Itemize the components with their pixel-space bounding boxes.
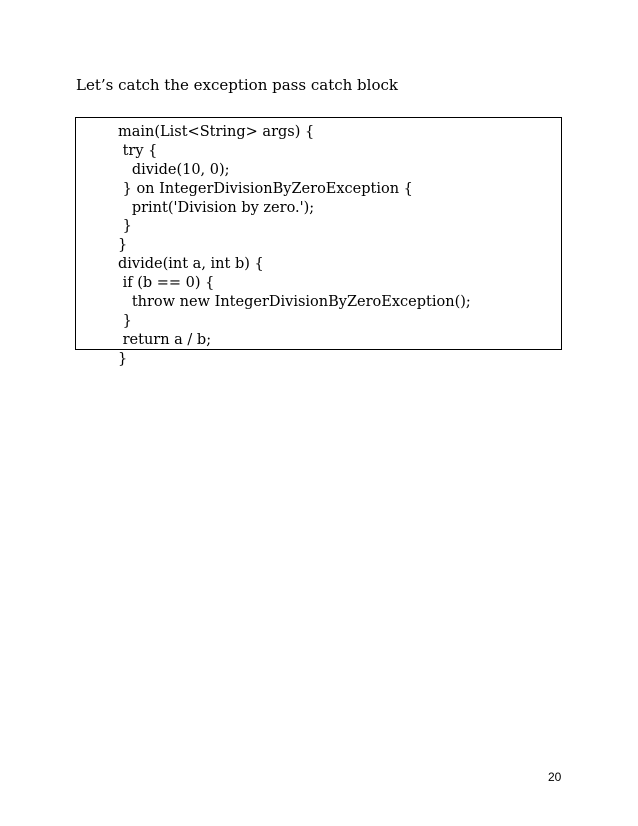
- code-line: if (b == 0) {: [118, 275, 215, 292]
- code-line: }: [118, 218, 132, 235]
- code-line: divide(10, 0);: [118, 161, 230, 178]
- code-line: print('Division by zero.');: [118, 199, 315, 216]
- code-line: throw new IntegerDivisionByZeroException();: [118, 294, 471, 311]
- intro-text: Let’s catch the exception pass catch block: [76, 76, 398, 94]
- code-block: [75, 117, 562, 367]
- code-lines: [118, 123, 551, 369]
- code-line: divide(int a, int b) {: [118, 256, 264, 273]
- code-line: }: [118, 312, 132, 329]
- code-line: }: [118, 237, 128, 254]
- code-line: return a / b;: [118, 331, 212, 348]
- code-line: }: [118, 350, 128, 367]
- code-line: main(List<String> args) {: [118, 124, 315, 140]
- page-number: 20: [548, 770, 562, 784]
- code-line: try {: [118, 142, 158, 159]
- code-line: } on IntegerDivisionByZeroException {: [118, 180, 413, 197]
